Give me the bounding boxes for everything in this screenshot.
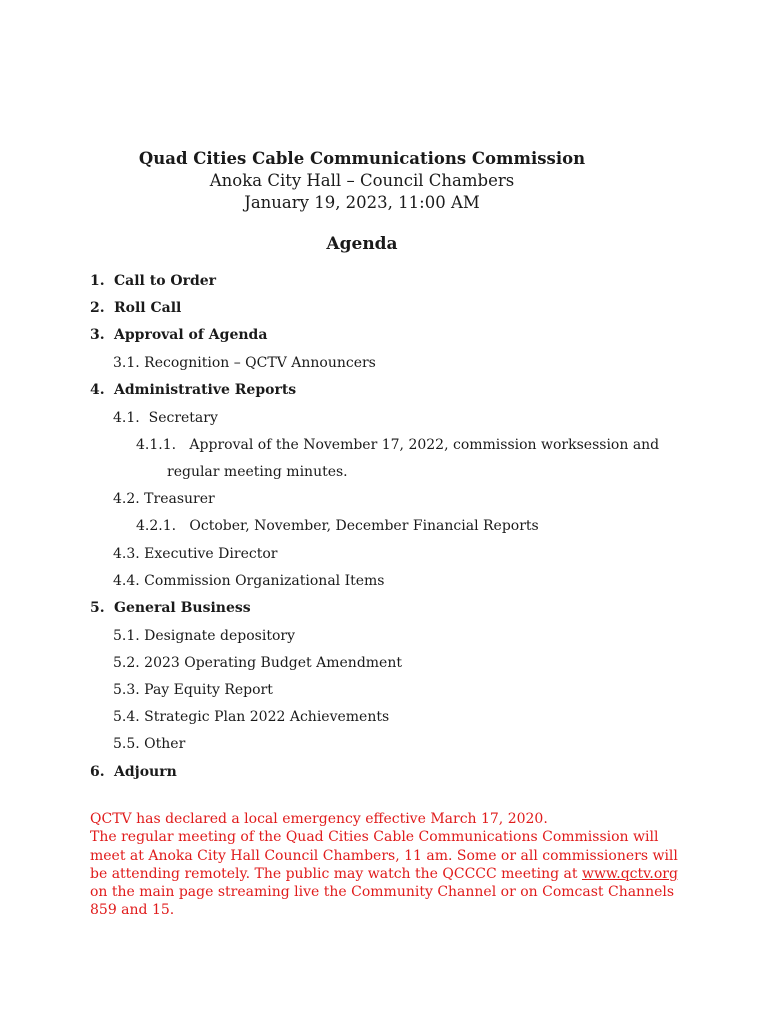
agenda-item-number: 1.: [90, 273, 105, 289]
agenda-heading: Agenda: [326, 234, 398, 254]
agenda-item-label: Call to Order: [114, 273, 217, 289]
emergency-notice-line: QCTV has declared a local emergency effective March 17, 2020.: [90, 811, 548, 827]
emergency-notice-paragraph: [90, 828, 690, 919]
agenda-subitem-executive-director: 4.3. Executive Director: [113, 546, 278, 562]
agenda-item-call-to-order: [90, 273, 216, 289]
agenda-subitem-budget-amendment: 5.2. 2023 Operating Budget Amendment: [113, 655, 402, 671]
meeting-datetime: January 19, 2023, 11:00 AM: [244, 193, 480, 212]
agenda-subitem-secretary: 4.1. Secretary: [113, 410, 218, 426]
qctv-website-link[interactable]: www.qctv.org: [581, 865, 678, 882]
agenda-item-roll-call: [90, 300, 181, 316]
agenda-item-label: Administrative Reports: [114, 382, 297, 398]
emergency-notice: [90, 810, 690, 920]
agenda-item-administrative-reports: [90, 382, 296, 398]
meeting-location: Anoka City Hall – Council Chambers: [209, 171, 515, 190]
agenda-item-label: Roll Call: [114, 300, 182, 316]
agenda-subitem-approval-minutes-cont: regular meeting minutes.: [167, 464, 348, 480]
agenda-subitem-financial-reports: 4.2.1. October, November, December Financial Reports: [136, 518, 539, 534]
commission-title: Quad Cities Cable Communications Commission: [138, 149, 586, 168]
agenda-subitem-other: 5.5. Other: [113, 736, 186, 752]
agenda-item-number: 5.: [90, 600, 105, 616]
agenda-item-label: General Business: [114, 600, 251, 616]
agenda-item-general-business: [90, 600, 251, 616]
agenda-item-number: 4.: [90, 382, 105, 398]
notice-text-after-link: on the main page streaming live the Community Channel or on Comcast Channels 859 and 15.: [90, 884, 675, 919]
agenda-subitem-strategic-plan: 5.4. Strategic Plan 2022 Achievements: [113, 709, 390, 725]
agenda-item-adjourn: [90, 764, 177, 780]
agenda-item-number: 2.: [90, 300, 105, 316]
agenda-item-label: Approval of Agenda: [114, 327, 268, 343]
agenda-item-number: 3.: [90, 327, 105, 343]
notice-text-before-link: The regular meeting of the Quad Cities Cable Communications Commission will meet at Anoka City Hall Council Chambers, 11 am. Some or all commissioners will be attending remotely. The public may watch the QCCCC meeting at: [90, 829, 678, 882]
agenda-subitem-pay-equity: 5.3. Pay Equity Report: [113, 682, 273, 698]
agenda-subitem-recognition: 3.1. Recognition – QCTV Announcers: [113, 355, 376, 371]
agenda-subitem-approval-minutes: 4.1.1. Approval of the November 17, 2022, commission worksession and: [136, 437, 660, 453]
agenda-subitem-designate-depository: 5.1. Designate depository: [113, 628, 295, 644]
agenda-item-label: Adjourn: [114, 764, 177, 780]
agenda-subitem-treasurer: 4.2. Treasurer: [113, 491, 215, 507]
agenda-subitem-organizational-items: 4.4. Commission Organizational Items: [113, 573, 385, 589]
agenda-item-approval-of-agenda: [90, 327, 267, 343]
agenda-item-number: 6.: [90, 764, 105, 780]
